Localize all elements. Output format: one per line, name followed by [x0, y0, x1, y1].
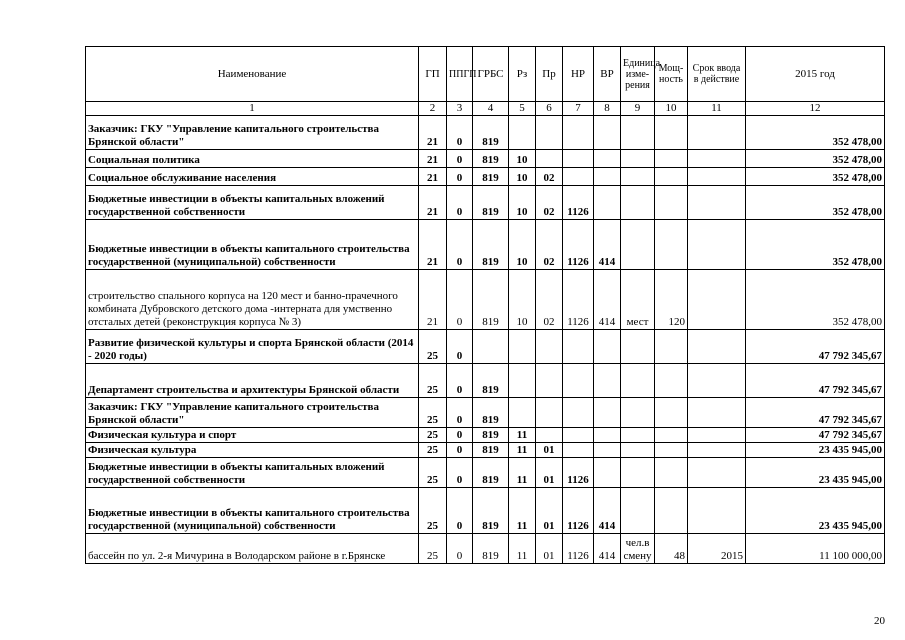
cell-ppgp: 0: [447, 116, 473, 150]
cell-ppgp: 0: [447, 186, 473, 220]
table-row: [86, 488, 885, 534]
header-vr: ВР: [594, 47, 621, 102]
table-row: [86, 428, 885, 443]
cell-gp: 25: [419, 330, 447, 364]
header-power: Мощ-ность: [655, 47, 688, 102]
cell-rz: [509, 364, 536, 398]
cell-gp: 21: [419, 270, 447, 330]
cell-term: [688, 458, 746, 488]
cell-gp: 21: [419, 220, 447, 270]
cell-pr: [536, 116, 563, 150]
cell-np: [563, 398, 594, 428]
cell-amount: 47 792 345,67: [746, 330, 885, 364]
cell-name: Развитие физической культуры и спорта Брянской области (2014 - 2020 годы): [86, 330, 419, 364]
col-number: 7: [563, 102, 594, 116]
cell-pr: 01: [536, 458, 563, 488]
cell-power: 48: [655, 534, 688, 564]
cell-power: [655, 330, 688, 364]
cell-rz: 11: [509, 443, 536, 458]
cell-amount: 352 478,00: [746, 150, 885, 168]
header-term: Срок ввода в действие: [688, 47, 746, 102]
table-row: [86, 443, 885, 458]
cell-term: [688, 116, 746, 150]
cell-vr: [594, 428, 621, 443]
col-number: 1: [86, 102, 419, 116]
cell-pr: [536, 330, 563, 364]
header-unit: Единица изме-рения: [621, 47, 655, 102]
cell-name: Бюджетные инвестиции в объекты капитального строительства государственной (муниципальной) собственности: [86, 488, 419, 534]
cell-vr: [594, 398, 621, 428]
cell-amount: 47 792 345,67: [746, 398, 885, 428]
col-number: 2: [419, 102, 447, 116]
cell-pr: [536, 150, 563, 168]
table-row: [86, 458, 885, 488]
cell-pr: 01: [536, 443, 563, 458]
col-number: 6: [536, 102, 563, 116]
cell-vr: [594, 330, 621, 364]
cell-gp: 25: [419, 443, 447, 458]
col-number: 5: [509, 102, 536, 116]
cell-gp: 21: [419, 150, 447, 168]
cell-term: [688, 150, 746, 168]
cell-grbs: 819: [473, 168, 509, 186]
table-row: [86, 330, 885, 364]
cell-term: [688, 186, 746, 220]
header-rz: Рз: [509, 47, 536, 102]
col-number: 4: [473, 102, 509, 116]
cell-grbs: [473, 330, 509, 364]
cell-amount: 23 435 945,00: [746, 488, 885, 534]
cell-ppgp: 0: [447, 428, 473, 443]
cell-gp: 21: [419, 168, 447, 186]
cell-grbs: 819: [473, 428, 509, 443]
header-ppgp: ППГП: [447, 47, 473, 102]
cell-ppgp: 0: [447, 534, 473, 564]
cell-vr: 414: [594, 488, 621, 534]
cell-term: 2015: [688, 534, 746, 564]
cell-grbs: 819: [473, 488, 509, 534]
cell-rz: 10: [509, 220, 536, 270]
col-number: 9: [621, 102, 655, 116]
cell-np: 1126: [563, 488, 594, 534]
cell-pr: 02: [536, 220, 563, 270]
cell-pr: [536, 428, 563, 443]
cell-gp: 25: [419, 428, 447, 443]
cell-name: Бюджетные инвестиции в объекты капитального строительства государственной (муниципальной) собственности: [86, 220, 419, 270]
cell-vr: [594, 458, 621, 488]
cell-grbs: 819: [473, 534, 509, 564]
cell-rz: 10: [509, 150, 536, 168]
cell-amount: 352 478,00: [746, 220, 885, 270]
cell-power: [655, 116, 688, 150]
cell-grbs: 819: [473, 150, 509, 168]
cell-np: 1126: [563, 534, 594, 564]
cell-vr: [594, 364, 621, 398]
cell-amount: 47 792 345,67: [746, 364, 885, 398]
cell-term: [688, 330, 746, 364]
cell-power: [655, 488, 688, 534]
cell-np: 1126: [563, 458, 594, 488]
cell-grbs: 819: [473, 443, 509, 458]
header-name: Наименование: [86, 47, 419, 102]
cell-gp: 25: [419, 364, 447, 398]
cell-pr: 01: [536, 534, 563, 564]
cell-np: [563, 364, 594, 398]
cell-amount: 352 478,00: [746, 270, 885, 330]
cell-amount: 352 478,00: [746, 168, 885, 186]
cell-rz: [509, 398, 536, 428]
table-row: [86, 186, 885, 220]
cell-rz: 10: [509, 270, 536, 330]
cell-power: [655, 428, 688, 443]
col-number: 10: [655, 102, 688, 116]
cell-term: [688, 443, 746, 458]
table-row: [86, 220, 885, 270]
header-np: НР: [563, 47, 594, 102]
cell-vr: [594, 150, 621, 168]
cell-power: [655, 443, 688, 458]
cell-ppgp: 0: [447, 168, 473, 186]
table-row: [86, 270, 885, 330]
cell-pr: [536, 364, 563, 398]
cell-unit: [621, 330, 655, 364]
cell-grbs: 819: [473, 116, 509, 150]
cell-power: [655, 458, 688, 488]
cell-gp: 25: [419, 458, 447, 488]
cell-np: [563, 116, 594, 150]
cell-rz: 11: [509, 458, 536, 488]
cell-term: [688, 364, 746, 398]
cell-gp: 25: [419, 534, 447, 564]
cell-name: Социальная политика: [86, 150, 419, 168]
cell-vr: [594, 168, 621, 186]
cell-grbs: 819: [473, 398, 509, 428]
cell-unit: [621, 220, 655, 270]
cell-term: [688, 220, 746, 270]
cell-pr: 02: [536, 270, 563, 330]
cell-ppgp: 0: [447, 330, 473, 364]
cell-unit: [621, 186, 655, 220]
column-number-row: [86, 102, 885, 116]
col-number: 11: [688, 102, 746, 116]
cell-unit: [621, 116, 655, 150]
cell-unit: [621, 398, 655, 428]
cell-name: бассейн по ул. 2-я Мичурина в Володарском районе в г.Брянске: [86, 534, 419, 564]
cell-ppgp: 0: [447, 220, 473, 270]
cell-name: Бюджетные инвестиции в объекты капитальных вложений государственной собственности: [86, 458, 419, 488]
cell-ppgp: 0: [447, 443, 473, 458]
cell-name: строительство спального корпуса на 120 мест и банно-прачечного комбината Дубровского детского дома -интерната для умственно отсталых детей (реконструкция корпуса № 3): [86, 270, 419, 330]
cell-np: [563, 150, 594, 168]
cell-rz: 11: [509, 488, 536, 534]
cell-unit: [621, 364, 655, 398]
cell-grbs: 819: [473, 270, 509, 330]
cell-vr: 414: [594, 220, 621, 270]
cell-power: 120: [655, 270, 688, 330]
header-year: 2015 год: [746, 47, 885, 102]
cell-name: Физическая культура и спорт: [86, 428, 419, 443]
cell-grbs: 819: [473, 220, 509, 270]
cell-vr: [594, 116, 621, 150]
table-row: [86, 534, 885, 564]
cell-np: [563, 443, 594, 458]
cell-pr: 02: [536, 186, 563, 220]
cell-amount: 23 435 945,00: [746, 443, 885, 458]
cell-np: [563, 428, 594, 443]
cell-name: Физическая культура: [86, 443, 419, 458]
cell-amount: 352 478,00: [746, 116, 885, 150]
cell-unit: [621, 150, 655, 168]
cell-power: [655, 220, 688, 270]
cell-name: Социальное обслуживание населения: [86, 168, 419, 186]
cell-power: [655, 186, 688, 220]
cell-pr: 01: [536, 488, 563, 534]
cell-term: [688, 428, 746, 443]
page-number: 20: [874, 615, 885, 627]
cell-unit: чел.в смену: [621, 534, 655, 564]
cell-power: [655, 398, 688, 428]
cell-gp: 21: [419, 186, 447, 220]
cell-np: 1126: [563, 270, 594, 330]
cell-power: [655, 168, 688, 186]
cell-pr: 02: [536, 168, 563, 186]
cell-rz: 11: [509, 534, 536, 564]
cell-np: 1126: [563, 186, 594, 220]
table-body: [86, 116, 885, 564]
cell-amount: 47 792 345,67: [746, 428, 885, 443]
cell-name: Департамент строительства и архитектуры Брянской области: [86, 364, 419, 398]
cell-unit: [621, 428, 655, 443]
table-row: [86, 364, 885, 398]
cell-ppgp: 0: [447, 488, 473, 534]
cell-unit: мест: [621, 270, 655, 330]
cell-rz: [509, 116, 536, 150]
table-row: [86, 398, 885, 428]
cell-amount: 23 435 945,00: [746, 458, 885, 488]
cell-name: Бюджетные инвестиции в объекты капитальных вложений государственной собственности: [86, 186, 419, 220]
cell-np: 1126: [563, 220, 594, 270]
table-row: [86, 168, 885, 186]
cell-power: [655, 364, 688, 398]
table-row: [86, 116, 885, 150]
cell-name: Заказчик: ГКУ "Управление капитального строительства Брянской области": [86, 398, 419, 428]
cell-ppgp: 0: [447, 150, 473, 168]
cell-grbs: 819: [473, 186, 509, 220]
table-row: [86, 150, 885, 168]
cell-gp: 21: [419, 116, 447, 150]
budget-table: [85, 46, 885, 564]
cell-term: [688, 398, 746, 428]
cell-rz: 10: [509, 168, 536, 186]
cell-vr: 414: [594, 534, 621, 564]
cell-grbs: 819: [473, 458, 509, 488]
cell-rz: 11: [509, 428, 536, 443]
header-grbs: ГРБС: [473, 47, 509, 102]
cell-power: [655, 150, 688, 168]
cell-ppgp: 0: [447, 364, 473, 398]
cell-rz: 10: [509, 186, 536, 220]
cell-np: [563, 330, 594, 364]
cell-ppgp: 0: [447, 270, 473, 330]
cell-ppgp: 0: [447, 458, 473, 488]
col-number: 12: [746, 102, 885, 116]
cell-pr: [536, 398, 563, 428]
col-number: 8: [594, 102, 621, 116]
header-gp: ГП: [419, 47, 447, 102]
cell-unit: [621, 488, 655, 534]
cell-np: [563, 168, 594, 186]
cell-rz: [509, 330, 536, 364]
cell-vr: [594, 186, 621, 220]
cell-ppgp: 0: [447, 398, 473, 428]
cell-term: [688, 168, 746, 186]
cell-unit: [621, 458, 655, 488]
cell-term: [688, 488, 746, 534]
cell-vr: [594, 443, 621, 458]
cell-gp: 25: [419, 398, 447, 428]
cell-unit: [621, 443, 655, 458]
cell-gp: 25: [419, 488, 447, 534]
col-number: 3: [447, 102, 473, 116]
cell-name: Заказчик: ГКУ "Управление капитального строительства Брянской области": [86, 116, 419, 150]
cell-amount: 11 100 000,00: [746, 534, 885, 564]
cell-unit: [621, 168, 655, 186]
table-header-row: [86, 47, 885, 102]
cell-amount: 352 478,00: [746, 186, 885, 220]
cell-grbs: 819: [473, 364, 509, 398]
cell-vr: 414: [594, 270, 621, 330]
header-pr: Пр: [536, 47, 563, 102]
cell-term: [688, 270, 746, 330]
